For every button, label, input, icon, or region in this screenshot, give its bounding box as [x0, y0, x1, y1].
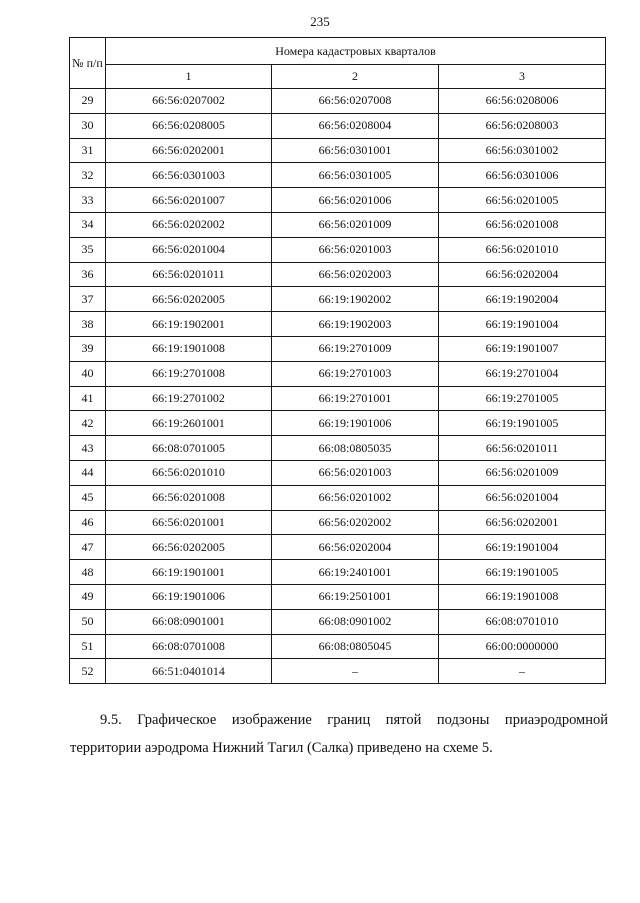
row-number-cell: 39: [70, 336, 106, 361]
table-row: [70, 89, 606, 114]
row-number-cell: 42: [70, 411, 106, 436]
cadastral-number-cell: 66:56:0201004: [106, 237, 272, 262]
cadastral-number-cell: 66:19:1901006: [272, 411, 439, 436]
row-number-header: № п/п: [70, 38, 106, 89]
cadastral-number-cell: 66:19:2701005: [439, 386, 606, 411]
page-number: 235: [310, 14, 330, 29]
cadastral-number-cell: 66:56:0202003: [272, 262, 439, 287]
cadastral-number-cell: 66:56:0201001: [106, 510, 272, 535]
cadastral-number-cell: 66:19:1901001: [106, 560, 272, 585]
row-number-cell: 45: [70, 485, 106, 510]
cadastral-number-cell: 66:56:0201003: [272, 460, 439, 485]
cadastral-number-cell: 66:56:0201008: [439, 212, 606, 237]
cadastral-number-cell: 66:56:0202004: [439, 262, 606, 287]
cadastral-number-cell: 66:19:1902001: [106, 312, 272, 337]
cadastral-number-cell: 66:19:2501001: [272, 584, 439, 609]
cadastral-number-cell: 66:56:0201009: [272, 212, 439, 237]
cadastral-number-cell: 66:56:0208004: [272, 113, 439, 138]
row-number-cell: 44: [70, 460, 106, 485]
row-number-cell: 38: [70, 312, 106, 337]
table-row: [70, 287, 606, 312]
table-row: [70, 361, 606, 386]
cadastral-number-cell: 66:08:0805035: [272, 436, 439, 461]
table-row: [70, 411, 606, 436]
table-row: [70, 212, 606, 237]
table-body: [70, 89, 606, 684]
cadastral-number-cell: 66:56:0202001: [439, 510, 606, 535]
cadastral-number-cell: 66:56:0201005: [439, 188, 606, 213]
cadastral-number-cell: 66:19:1901004: [439, 312, 606, 337]
table-row: [70, 138, 606, 163]
body-paragraph: [70, 706, 608, 762]
cadastral-number-cell: 66:19:1902004: [439, 287, 606, 312]
table-row: [70, 436, 606, 461]
cadastral-number-cell: 66:19:1902002: [272, 287, 439, 312]
row-number-cell: 52: [70, 659, 106, 684]
row-number-cell: 46: [70, 510, 106, 535]
paragraph-line-1: 9.5. Графическое изображение границ пятой подзоны приаэродромной: [100, 712, 608, 728]
cadastral-number-cell: 66:08:0701008: [106, 634, 272, 659]
row-number-cell: 36: [70, 262, 106, 287]
row-number-cell: 51: [70, 634, 106, 659]
cadastral-number-cell: 66:56:0207008: [272, 89, 439, 114]
cadastral-number-cell: –: [439, 659, 606, 684]
cadastral-number-cell: 66:19:1901004: [439, 535, 606, 560]
row-number-cell: 31: [70, 138, 106, 163]
cadastral-number-cell: 66:56:0301002: [439, 138, 606, 163]
cadastral-number-cell: 66:56:0201004: [439, 485, 606, 510]
cadastral-number-cell: 66:56:0202001: [106, 138, 272, 163]
cadastral-number-cell: 66:56:0201007: [106, 188, 272, 213]
cadastral-number-cell: 66:19:2701002: [106, 386, 272, 411]
table-row: [70, 535, 606, 560]
table-row: [70, 386, 606, 411]
cadastral-number-cell: 66:56:0208006: [439, 89, 606, 114]
cadastral-number-cell: 66:56:0201011: [106, 262, 272, 287]
cadastral-number-cell: 66:19:2701008: [106, 361, 272, 386]
cadastral-number-cell: 66:56:0201009: [439, 460, 606, 485]
cadastral-number-cell: 66:56:0301005: [272, 163, 439, 188]
cadastral-number-cell: 66:56:0202002: [272, 510, 439, 535]
cadastral-number-cell: 66:08:0701010: [439, 609, 606, 634]
cadastral-number-cell: –: [272, 659, 439, 684]
cadastral-number-cell: 66:56:0208005: [106, 113, 272, 138]
table-row: [70, 634, 606, 659]
cadastral-number-cell: 66:00:0000000: [439, 634, 606, 659]
cadastral-number-cell: 66:51:0401014: [106, 659, 272, 684]
cadastral-number-cell: 66:56:0201003: [272, 237, 439, 262]
row-number-cell: 34: [70, 212, 106, 237]
cadastral-number-cell: 66:56:0202002: [106, 212, 272, 237]
cadastral-number-cell: 66:19:1901005: [439, 560, 606, 585]
table-row: [70, 485, 606, 510]
cadastral-number-cell: 66:56:0201010: [439, 237, 606, 262]
cadastral-number-cell: 66:56:0201008: [106, 485, 272, 510]
column-number-3: 3: [439, 65, 606, 89]
cadastral-number-cell: 66:56:0201011: [439, 436, 606, 461]
cadastral-number-cell: 66:56:0301001: [272, 138, 439, 163]
cadastral-number-cell: 66:19:1901007: [439, 336, 606, 361]
cadastral-number-cell: 66:19:1901008: [439, 584, 606, 609]
cadastral-number-cell: 66:19:2701004: [439, 361, 606, 386]
table-row: [70, 460, 606, 485]
table-row: [70, 237, 606, 262]
row-number-cell: 41: [70, 386, 106, 411]
row-number-cell: 49: [70, 584, 106, 609]
cadastral-number-cell: 66:08:0901001: [106, 609, 272, 634]
cadastral-number-cell: 66:56:0201006: [272, 188, 439, 213]
cadastral-number-cell: 66:08:0805045: [272, 634, 439, 659]
cadastral-number-cell: 66:56:0202004: [272, 535, 439, 560]
cadastral-number-cell: 66:56:0207002: [106, 89, 272, 114]
cadastral-number-cell: 66:56:0201010: [106, 460, 272, 485]
table-row: [70, 262, 606, 287]
table-row: [70, 188, 606, 213]
table-row: [70, 584, 606, 609]
row-number-cell: 43: [70, 436, 106, 461]
cadastral-number-cell: 66:19:1902003: [272, 312, 439, 337]
row-number-cell: 48: [70, 560, 106, 585]
cadastral-number-cell: 66:19:2401001: [272, 560, 439, 585]
cadastral-number-cell: 66:19:2701009: [272, 336, 439, 361]
cadastral-number-cell: 66:19:2601001: [106, 411, 272, 436]
cadastral-number-cell: 66:08:0701005: [106, 436, 272, 461]
paragraph-line-2: территории аэродрома Нижний Тагил (Салка) приведено на схеме 5.: [70, 740, 493, 756]
column-number-2: 2: [272, 65, 439, 89]
column-number-1: 1: [106, 65, 272, 89]
row-number-cell: 33: [70, 188, 106, 213]
cadastral-number-cell: 66:56:0301006: [439, 163, 606, 188]
table-row: [70, 312, 606, 337]
row-number-cell: 30: [70, 113, 106, 138]
cadastral-numbers-header: Номера кадастровых кварталов: [106, 38, 606, 65]
table-row: [70, 609, 606, 634]
cadastral-number-cell: 66:19:2701001: [272, 386, 439, 411]
cadastral-number-cell: 66:19:1901008: [106, 336, 272, 361]
row-number-cell: 37: [70, 287, 106, 312]
cadastral-number-cell: 66:56:0208003: [439, 113, 606, 138]
row-number-cell: 50: [70, 609, 106, 634]
row-number-cell: 32: [70, 163, 106, 188]
table-row: [70, 560, 606, 585]
table-row: [70, 336, 606, 361]
cadastral-number-cell: 66:19:2701003: [272, 361, 439, 386]
cadastral-quarters-table: [69, 37, 606, 684]
cadastral-number-cell: 66:56:0301003: [106, 163, 272, 188]
cadastral-number-cell: 66:19:1901006: [106, 584, 272, 609]
table-row: [70, 163, 606, 188]
row-number-cell: 40: [70, 361, 106, 386]
cadastral-number-cell: 66:56:0201002: [272, 485, 439, 510]
cadastral-number-cell: 66:08:0901002: [272, 609, 439, 634]
row-number-cell: 47: [70, 535, 106, 560]
row-number-cell: 29: [70, 89, 106, 114]
table-row: [70, 659, 606, 684]
cadastral-number-cell: 66:19:1901005: [439, 411, 606, 436]
cadastral-number-cell: 66:56:0202005: [106, 535, 272, 560]
cadastral-number-cell: 66:56:0202005: [106, 287, 272, 312]
row-number-cell: 35: [70, 237, 106, 262]
table-row: [70, 510, 606, 535]
table-row: [70, 113, 606, 138]
